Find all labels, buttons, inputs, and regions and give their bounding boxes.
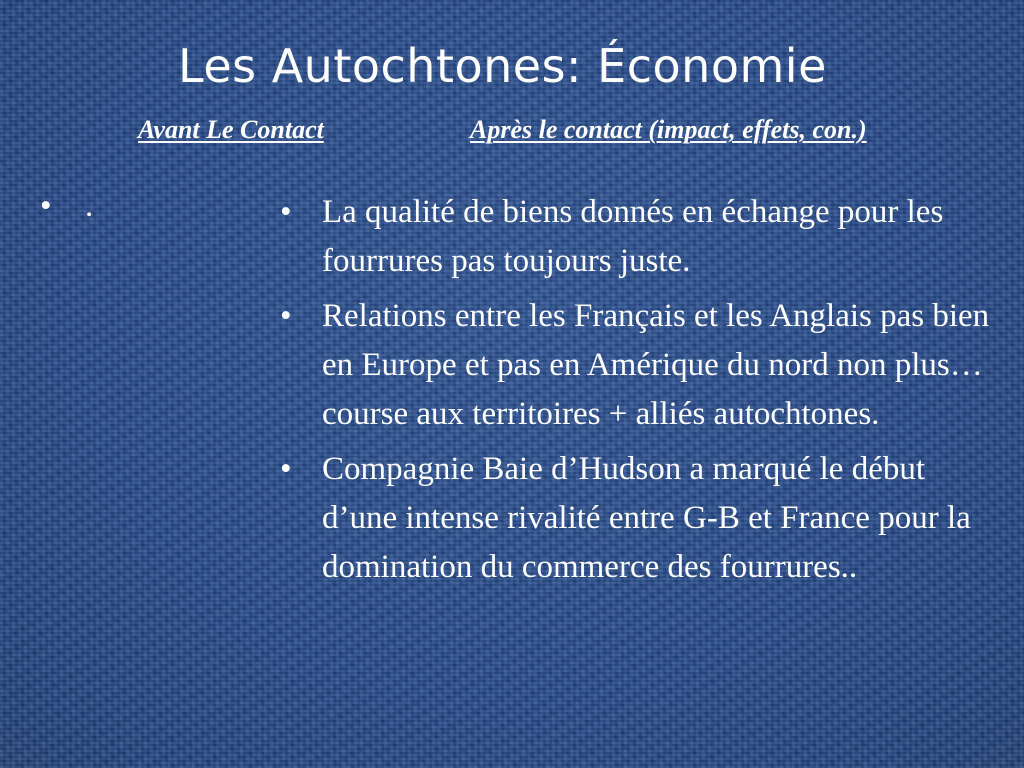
list-item-text: Compagnie Baie d’Hudson a marqué le début d’une intense rivalité entre G-B et France pour la domination du commerce des fourrures.. bbox=[322, 451, 971, 585]
header-after-contact: Après le contact (impact, effets, con.) bbox=[470, 115, 867, 144]
bullet-icon: • bbox=[280, 194, 292, 230]
bullet-icon: • bbox=[280, 451, 292, 487]
before-contact-list bbox=[40, 182, 240, 237]
bullet-icon: • bbox=[40, 188, 52, 224]
list-item bbox=[280, 292, 1000, 439]
header-before-contact: Avant Le Contact bbox=[138, 115, 324, 144]
list-item bbox=[280, 188, 1000, 286]
list-item-text: La qualité de biens donnés en échange pour les fourrures pas toujours juste. bbox=[322, 194, 944, 279]
list-item-text: Relations entre les Français et les Anglais pas bien en Europe et pas en Amérique du nord non plus…course aux territoires + alliés autochtones. bbox=[322, 298, 990, 432]
bullet-icon: • bbox=[280, 298, 292, 334]
list-item bbox=[40, 182, 240, 231]
slide-title: Les Autochtones: Économie bbox=[178, 39, 827, 93]
list-item-text: . bbox=[85, 188, 94, 224]
list-item bbox=[280, 445, 1000, 592]
after-contact-list bbox=[280, 188, 1000, 598]
